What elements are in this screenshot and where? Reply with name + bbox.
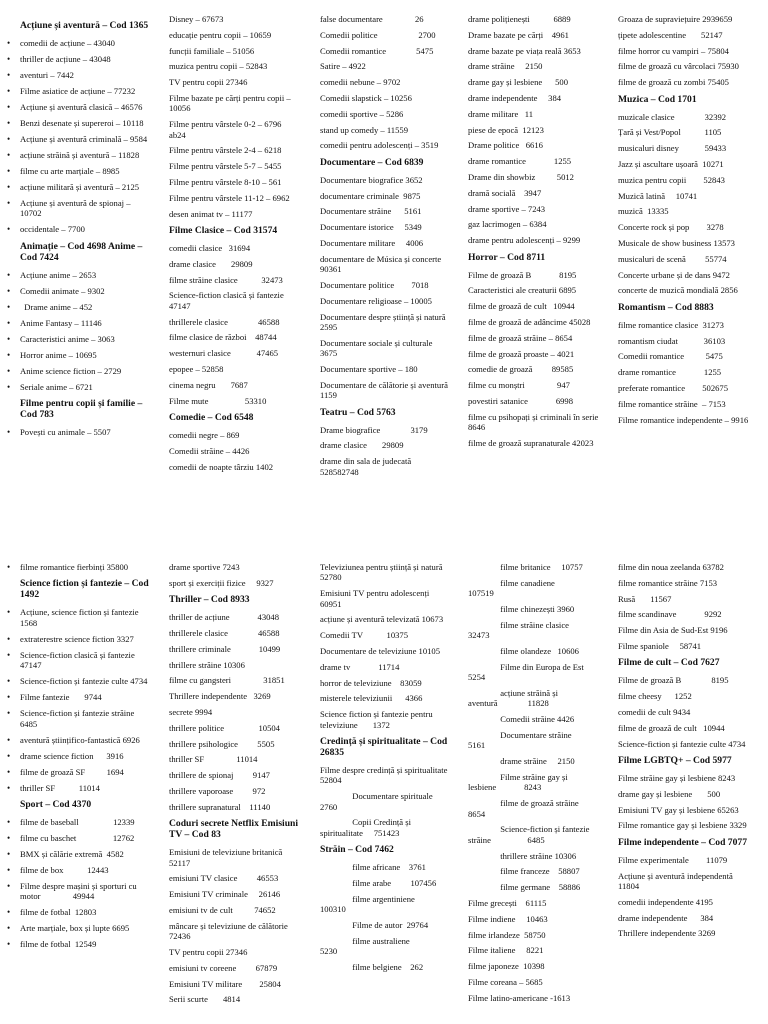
list-item: • filme de baseball 12339 xyxy=(20,817,149,827)
list-item: Documentare spirituale 2760 xyxy=(320,791,433,812)
list-item: filme cheesy 1252 xyxy=(618,691,692,702)
list-item: filme africane 3761 xyxy=(320,862,426,873)
list-item: filme din noua zeelanda 63782 xyxy=(618,562,724,572)
list-item: comedii clasice 31694 xyxy=(169,242,251,253)
list-item: Drame politice 6616 xyxy=(468,140,543,151)
list-item: comedii pentru adolescenți – 3519 xyxy=(320,140,439,151)
section-heading: Sport – Cod 4370 xyxy=(20,799,92,811)
list-item: Drame bazate pe cărți 4961 xyxy=(468,29,569,40)
section-heading: Science fiction și fantezie – Cod 1492 xyxy=(20,578,149,601)
list-item: • aventuri – 7442 xyxy=(20,70,149,80)
list-item: Emisiuni TV militare 25804 xyxy=(169,978,281,989)
list-item: filme străine clasice 32473 xyxy=(169,274,283,285)
list-item: • thriller SF 11014 xyxy=(20,783,149,793)
list-item: • Acțiune anime – 2653 xyxy=(20,270,149,280)
list-item: Drame din showbiz 5012 xyxy=(468,171,574,182)
column xyxy=(153,14,319,524)
list-item: thrillere supranatural 11140 xyxy=(169,801,271,812)
list-item: Filme despre credință și spiritualitate 52804 xyxy=(320,765,467,786)
list-item: • Acțiune, science fiction și fantezie 1568 xyxy=(20,607,149,628)
list-item: filme de groază cu vârcolaci 75930 xyxy=(618,61,739,72)
list-item: Thrillere independente 3269 xyxy=(169,691,271,702)
section-heading: Credință și spiritualitate – Cod 26835 xyxy=(320,736,448,758)
list-item: Documentare străine 5161 xyxy=(320,206,422,217)
list-item: TV pentru copii 27346 xyxy=(169,77,248,88)
list-item: • Povești cu animale – 5507 xyxy=(20,427,149,437)
list-item: Documentare străine 5161 xyxy=(468,730,572,751)
list-item: Comedii străine – 4426 xyxy=(169,445,250,456)
list-item: sport și exerciții fizice 9327 xyxy=(169,577,274,588)
list-item: • Science-fiction și fantezie culte 4734 xyxy=(20,676,149,686)
list-item: comedii de noapte târziu 1402 xyxy=(169,461,274,472)
list-item: filme de groază de cult 10944 xyxy=(618,722,725,733)
list-item: filme irlandeze 58750 xyxy=(468,929,546,940)
list-item: • thriller de acțiune – 43048 xyxy=(20,54,149,64)
list-item: • occidentale – 7700 xyxy=(20,224,149,234)
section-heading: Filme de cult – Cod 7627 xyxy=(618,657,720,669)
list-item: Filme pentru vârstele 11-12 – 6962 xyxy=(169,192,290,203)
list-item: filme clasice de război 48744 xyxy=(169,332,277,343)
section-heading: Comedie – Cod 6548 xyxy=(169,411,254,423)
list-item: filme cu psihopați și criminali în serie 8646 xyxy=(468,411,618,433)
section-heading: Romantism – Cod 8883 xyxy=(618,301,714,313)
section-heading: Filme independente – Cod 7077 xyxy=(618,836,747,848)
list-item: • filme de fotbal 12803 xyxy=(20,907,149,917)
list-item: comedii sportive – 5286 xyxy=(320,108,404,119)
list-item: Filme romantice independente – 9916 xyxy=(618,414,749,425)
list-item: filme britanice 10757 xyxy=(468,562,583,572)
list-item: filme franceze 58807 xyxy=(468,866,580,877)
list-item: muzicale clasice 32392 xyxy=(618,111,727,122)
list-item: Concerte rock și pop 3278 xyxy=(618,222,724,233)
list-item: Filme mute 53310 xyxy=(169,395,267,406)
list-item: filme romantice străine 7153 xyxy=(618,577,718,588)
list-item: drame independente 384 xyxy=(618,912,714,923)
list-item: Filme italiene 8221 xyxy=(468,945,544,956)
list-item: filme de groază cu zombi 75405 xyxy=(618,77,729,88)
list-item: filme de groază proaste – 4021 xyxy=(468,348,575,359)
list-item: Serii scurte 4814 xyxy=(169,994,241,1005)
list-item: Filme de groază B 8195 xyxy=(618,675,729,686)
list-item: • filme cu baschet 12762 xyxy=(20,833,149,843)
list-item: Science fiction și fantezie pentru televiziune 1372 xyxy=(320,709,435,730)
list-item: comedii negre – 869 xyxy=(169,429,240,440)
list-item: drame din sala de judecată 528582748 xyxy=(320,456,414,477)
list-item: • Acțiune și aventură clasică – 46576 xyxy=(20,102,149,112)
list-item: Documentare de călătorie și aventură 1159 xyxy=(320,379,457,401)
list-item: drame independente 384 xyxy=(468,92,562,103)
list-item: stand up comedy – 11559 xyxy=(320,124,408,135)
section-heading: Muzica – Cod 1701 xyxy=(618,93,697,105)
list-item: Filme grecești 61115 xyxy=(468,898,547,908)
list-item: • Science-fiction clasică și fantezie 47147 xyxy=(20,650,149,671)
list-item: • filme de fotbal 12549 xyxy=(20,939,149,949)
list-item: muzica pentru copii 52843 xyxy=(618,174,725,185)
list-item: Filme bazate pe cărți pentru copii – 10056 xyxy=(169,92,293,114)
list-item: Filme romantice gay și lesbiene 3329 xyxy=(618,820,747,831)
list-item: Televiziunea pentru știință și natură 52780 xyxy=(320,562,465,583)
section-heading: Acțiune și aventură – Cod 1365 xyxy=(20,20,149,31)
section-heading: Documentare – Cod 6839 xyxy=(320,156,424,168)
list-item: Jazz și ascultare ușoară 10271 xyxy=(618,158,724,169)
list-item: • Anime Fantasy – 11146 xyxy=(20,318,149,328)
list-item: TV pentru copii 27346 xyxy=(169,946,248,957)
list-item: Science-fiction și fantezie străine 6485 xyxy=(468,824,590,845)
list-item: drame bazate pe viața reală 3653 xyxy=(468,45,581,56)
list-item: Comedii slapstick – 10256 xyxy=(320,92,412,103)
list-item: Disney – 67673 xyxy=(169,14,224,24)
list-item: Documentare de televiziune 10105 xyxy=(320,646,441,656)
list-item: Emisiuni TV gay și lesbiene 65263 xyxy=(618,804,739,815)
list-item: Filme experimentale 11079 xyxy=(618,854,728,865)
list-item: thrillere străine 10306 xyxy=(169,659,245,670)
list-item: epopee – 52858 xyxy=(169,363,224,374)
list-item: Emisiuni de televiziune britanică 52117 xyxy=(169,847,315,868)
list-item: drame clasice 29809 xyxy=(320,440,404,451)
list-item: Groaza de supraviețuire 2939659 xyxy=(618,14,733,24)
list-item: muzică 13335 xyxy=(618,206,669,217)
list-item: Documentare biografice 3652 xyxy=(320,174,423,185)
list-item: thriller de acțiune 43048 xyxy=(169,612,280,623)
list-item: Emisiuni TV pentru adolescenți 60951 xyxy=(320,588,432,609)
list-item: • filme de box 12443 xyxy=(20,865,149,875)
list-item: concerte de muzică mondială 2856 xyxy=(618,285,738,296)
list-item: filme cu gangsteri 31851 xyxy=(169,675,285,686)
column xyxy=(0,562,173,1024)
list-item: • Horror anime – 10695 xyxy=(20,350,149,360)
list-item: • Filme fantezie 9744 xyxy=(20,692,149,702)
list-item: Rusă 11567 xyxy=(618,593,672,604)
list-item: acțiune și aventură televizată 10673 xyxy=(320,614,444,625)
list-item: • filme romantice fierbinți 35800 xyxy=(20,562,149,572)
list-item: mâncare și televiziune de călătorie 72436 xyxy=(169,920,321,942)
list-item: Comedii străine 4426 xyxy=(468,714,575,725)
list-item: • acțiune străină și aventură – 11828 xyxy=(20,150,149,160)
list-item: drame străine 2150 xyxy=(468,61,543,72)
list-item: comedii independente 4195 xyxy=(618,896,713,907)
list-item: filme străine clasice 32473 xyxy=(468,619,569,641)
list-item: • comedii de acțiune – 43040 xyxy=(20,38,149,48)
list-item: Filme latino-americane -1613 xyxy=(468,992,571,1003)
list-item: drame polițienești 6889 xyxy=(468,14,571,24)
list-item: comedie de groază 89585 xyxy=(468,364,574,375)
list-item: Documentare despre știință și natură 2595 xyxy=(320,311,455,332)
list-item: Acțiune și aventură independentă 11804 xyxy=(618,870,757,891)
list-item: drame romantice 1255 xyxy=(468,156,572,167)
list-item: Copii Credință și spiritualitate 751423 xyxy=(320,817,411,838)
list-item: • Arte marțiale, box și lupte 6695 xyxy=(20,923,149,933)
list-item: filme de groază străine – 8654 xyxy=(468,332,573,343)
list-item: muzica pentru copii – 52843 xyxy=(169,61,268,72)
column xyxy=(604,562,768,1024)
list-item: • drame science fiction 3916 xyxy=(20,751,149,761)
list-item: filme arabe 107456 xyxy=(320,878,437,889)
list-item: drame gay și lesbiene 500 xyxy=(468,77,568,88)
list-item: filme de groază de cult 10944 xyxy=(468,301,575,312)
section-heading: Filme Clasice – Cod 31574 xyxy=(169,224,278,236)
list-item: misterele televiziunii 4366 xyxy=(320,693,423,704)
list-item: filme romantice străine – 7153 xyxy=(618,398,726,409)
list-item: preferate romantice 502675 xyxy=(618,382,729,393)
list-item: desen animat tv – 11177 xyxy=(169,208,253,219)
list-item: thriller SF 11014 xyxy=(169,754,258,765)
list-item: • extraterestre science fiction 3327 xyxy=(20,634,149,644)
top-half xyxy=(0,14,768,524)
list-item: • filme cu arte marțiale – 8985 xyxy=(20,166,149,176)
list-item: musicaluri de scenă 55774 xyxy=(618,253,727,264)
list-item: Filme de autor 29764 xyxy=(320,920,429,931)
list-item: Comedii TV 10375 xyxy=(320,630,409,641)
list-item: Filme din Asia de Sud-Est 9196 xyxy=(618,625,728,636)
list-item: funcții familiale – 51056 xyxy=(169,45,255,56)
list-item: Documentare militare 4006 xyxy=(320,237,424,248)
list-item: cinema negru 7687 xyxy=(169,379,248,390)
list-item: comedii nebune – 9702 xyxy=(320,77,401,88)
list-item: Satire – 4922 xyxy=(320,61,366,72)
list-item: filme argentiniene 100310 xyxy=(320,893,415,915)
list-item: drame pentru adolescenți – 9299 xyxy=(468,235,581,246)
section-heading: Animație – Cod 4698 Anime – Cod 7424 xyxy=(20,240,143,263)
list-item: Drame biografice 3179 xyxy=(320,424,428,435)
list-item: horror de televiziune 83059 xyxy=(320,677,422,688)
list-item: Filme pentru vârstele 0-2 – 6796 ab24 xyxy=(169,119,284,140)
list-item: filme canadiene 107519 xyxy=(468,577,555,599)
list-item: documentare criminale 9875 xyxy=(320,190,421,201)
list-item: • filme de groază SF 1694 xyxy=(20,767,149,777)
list-item: • Comedii animate – 9302 xyxy=(20,286,149,296)
list-item: filme japoneze 10398 xyxy=(468,961,545,972)
list-item: • Acțiune și aventură criminală – 9584 xyxy=(20,134,149,144)
list-item: filme cu monștri 947 xyxy=(468,380,570,391)
list-item: Documentare istorice 5349 xyxy=(320,222,422,233)
list-item: romantism ciudat 36103 xyxy=(618,335,726,346)
list-item: • Anime science fiction – 2729 xyxy=(20,366,149,376)
list-item: thrillere criminale 10499 xyxy=(169,643,281,654)
list-item: • Filme despre mașini și sporturi cu motor 49944 xyxy=(20,881,149,902)
list-item: thrillere psihologice 5505 xyxy=(169,738,275,749)
list-item: Emisiuni TV criminale 26146 xyxy=(169,889,281,900)
list-item: thrillere de spionaj 9147 xyxy=(169,770,270,781)
list-item: emisiuni TV clasice 46553 xyxy=(169,873,279,884)
list-item: Filme coreana – 5685 xyxy=(468,976,543,987)
list-item: Comedii romantice 5475 xyxy=(618,351,723,362)
section-heading: Străin – Cod 7462 xyxy=(320,844,394,856)
list-item: drame gay și lesbiene 500 xyxy=(618,788,721,799)
list-item: drame militare 11 xyxy=(468,108,534,119)
list-item: filme olandeze 10606 xyxy=(468,646,579,656)
list-item: • Filme asiatice de acțiune – 77232 xyxy=(20,86,149,96)
list-item: filme australiene 5230 xyxy=(320,935,410,957)
section-heading: Horror – Cod 8711 xyxy=(468,251,546,263)
list-item: Filme pentru vârstele 8-10 – 561 xyxy=(169,176,282,187)
list-item: secrete 9994 xyxy=(169,706,213,717)
list-item: • Acțiune și aventură de spionaj – 10702 xyxy=(20,198,149,219)
list-item: Filme indiene 10463 xyxy=(468,913,548,924)
list-item: Filme străine gay și lesbiene 8243 xyxy=(468,772,568,793)
list-item: thrillerele clasice 46588 xyxy=(169,316,280,327)
list-item: Thrillere independente 3269 xyxy=(618,928,716,939)
list-item: acțiune străină și aventură 11828 xyxy=(468,688,558,709)
list-item: Filme de groază B 8195 xyxy=(468,269,577,280)
list-item: educație pentru copii – 10659 xyxy=(169,29,272,40)
list-item: • Drame anime – 452 xyxy=(20,302,149,312)
list-item: filme de groază supranaturale 42023 xyxy=(468,437,594,448)
list-item: filme de groază de adâncime 45028 xyxy=(468,316,591,327)
list-item: Documentare sportive – 180 xyxy=(320,363,418,374)
list-item: Caracteristici ale creaturii 6895 xyxy=(468,285,577,296)
list-item: musicaluri disney 59433 xyxy=(618,143,727,154)
list-item: drame romantice 1255 xyxy=(618,367,722,378)
list-item: dramă socială 3947 xyxy=(468,187,542,198)
list-item: emisiuni tv coreene 67879 xyxy=(169,962,278,973)
list-item: • acțiune militară și aventură – 2125 xyxy=(20,182,149,192)
list-item: Musicale de show business 13573 xyxy=(618,237,735,248)
list-item: drame clasice 29809 xyxy=(169,258,253,269)
list-item: Comedii politice 2700 xyxy=(320,29,436,40)
list-item: drame sportive 7243 xyxy=(169,562,240,572)
list-item: • aventură științifico-fantastică 6926 xyxy=(20,735,149,745)
column xyxy=(304,562,467,1024)
column xyxy=(454,562,604,1024)
list-item: • BMX și călărie extremă 4582 xyxy=(20,849,149,859)
list-item: Filme spaniole 58741 xyxy=(618,640,702,651)
list-item: povestiri satanice 6998 xyxy=(468,395,574,406)
list-item: piese de epocă 12123 xyxy=(468,124,544,135)
list-item: filme romantice clasice 31273 xyxy=(618,319,724,330)
list-item: filme horror cu vampiri – 75804 xyxy=(618,45,729,56)
list-item: Documentare sociale și culturale 3675 xyxy=(320,337,469,359)
list-item: Comedii romantice 5475 xyxy=(320,45,434,56)
section-heading: Thriller – Cod 8933 xyxy=(169,594,250,606)
list-item: filme belgiene 262 xyxy=(320,962,424,973)
list-item: Concerte urbane și de dans 9472 xyxy=(618,269,730,280)
list-item: emisiuni tv de cult 74652 xyxy=(169,904,276,915)
list-item: false documentare 26 xyxy=(320,14,424,24)
list-item: • Science-fiction și fantezie străine 6485 xyxy=(20,708,149,729)
list-item: filme scandinave 9292 xyxy=(618,609,722,620)
list-item: Filme din Europa de Est 5254 xyxy=(468,661,584,683)
list-item: thrillere străine 10306 xyxy=(468,850,577,861)
list-item: westernuri clasice 47465 xyxy=(169,348,279,359)
section-heading: Filme pentru copii și familie – Cod 783 xyxy=(20,398,143,421)
list-item: Muzică latină 10741 xyxy=(618,190,698,201)
column xyxy=(0,14,153,524)
list-item: Filme pentru vârstele 2-4 – 6218 xyxy=(169,145,282,156)
list-item: drame sportive – 7243 xyxy=(468,203,546,214)
list-item: comedii de cult 9434 xyxy=(618,706,691,717)
list-item: gaz lacrimogen – 6384 xyxy=(468,219,547,230)
section-heading: Coduri secrete Netflix Emisiuni TV – Cod 83 xyxy=(169,818,299,841)
column xyxy=(153,562,321,1024)
list-item: țipete adolescentine 52147 xyxy=(618,29,723,40)
list-item: filme chinezești 3960 xyxy=(468,604,575,614)
section-heading: Filme LGBTQ+ – Cod 5977 xyxy=(618,754,732,766)
list-item: Țară și Vest/Popol 1105 xyxy=(618,127,722,138)
bottom-half xyxy=(0,562,768,1024)
list-item: documentare de Música și concerte 90361 xyxy=(320,253,463,275)
list-item: Science-fiction clasică și fantezie 47147 xyxy=(169,290,319,311)
column xyxy=(604,14,768,524)
column xyxy=(454,14,618,524)
list-item: • Seriale anime – 6721 xyxy=(20,382,149,392)
list-item: Documentare politice 7018 xyxy=(320,279,429,290)
column xyxy=(304,14,469,524)
list-item: • Benzi desenate și supereroi – 10118 xyxy=(20,118,149,128)
list-item: Documentare religioase – 10005 xyxy=(320,295,432,306)
list-item: filme germane 58886 xyxy=(468,882,581,893)
section-heading: Teatru – Cod 5763 xyxy=(320,406,396,418)
list-item: • Caracteristici anime – 3063 xyxy=(20,334,149,344)
list-item: thrillere vaporoase 972 xyxy=(169,785,266,796)
list-item: drame străine 2150 xyxy=(468,756,575,767)
list-item: thrillerele clasice 46588 xyxy=(169,628,280,638)
list-item: Filme pentru vârstele 5-7 – 5455 xyxy=(169,161,282,172)
list-item: Filme străine gay și lesbiene 8243 xyxy=(618,772,736,783)
list-item: Science-fiction și fantezie culte 4734 xyxy=(618,738,746,749)
list-item: thrillere politice 10504 xyxy=(169,722,280,733)
list-item: filme de groază străine 8654 xyxy=(468,798,579,819)
list-item: drame tv 11714 xyxy=(320,661,400,672)
